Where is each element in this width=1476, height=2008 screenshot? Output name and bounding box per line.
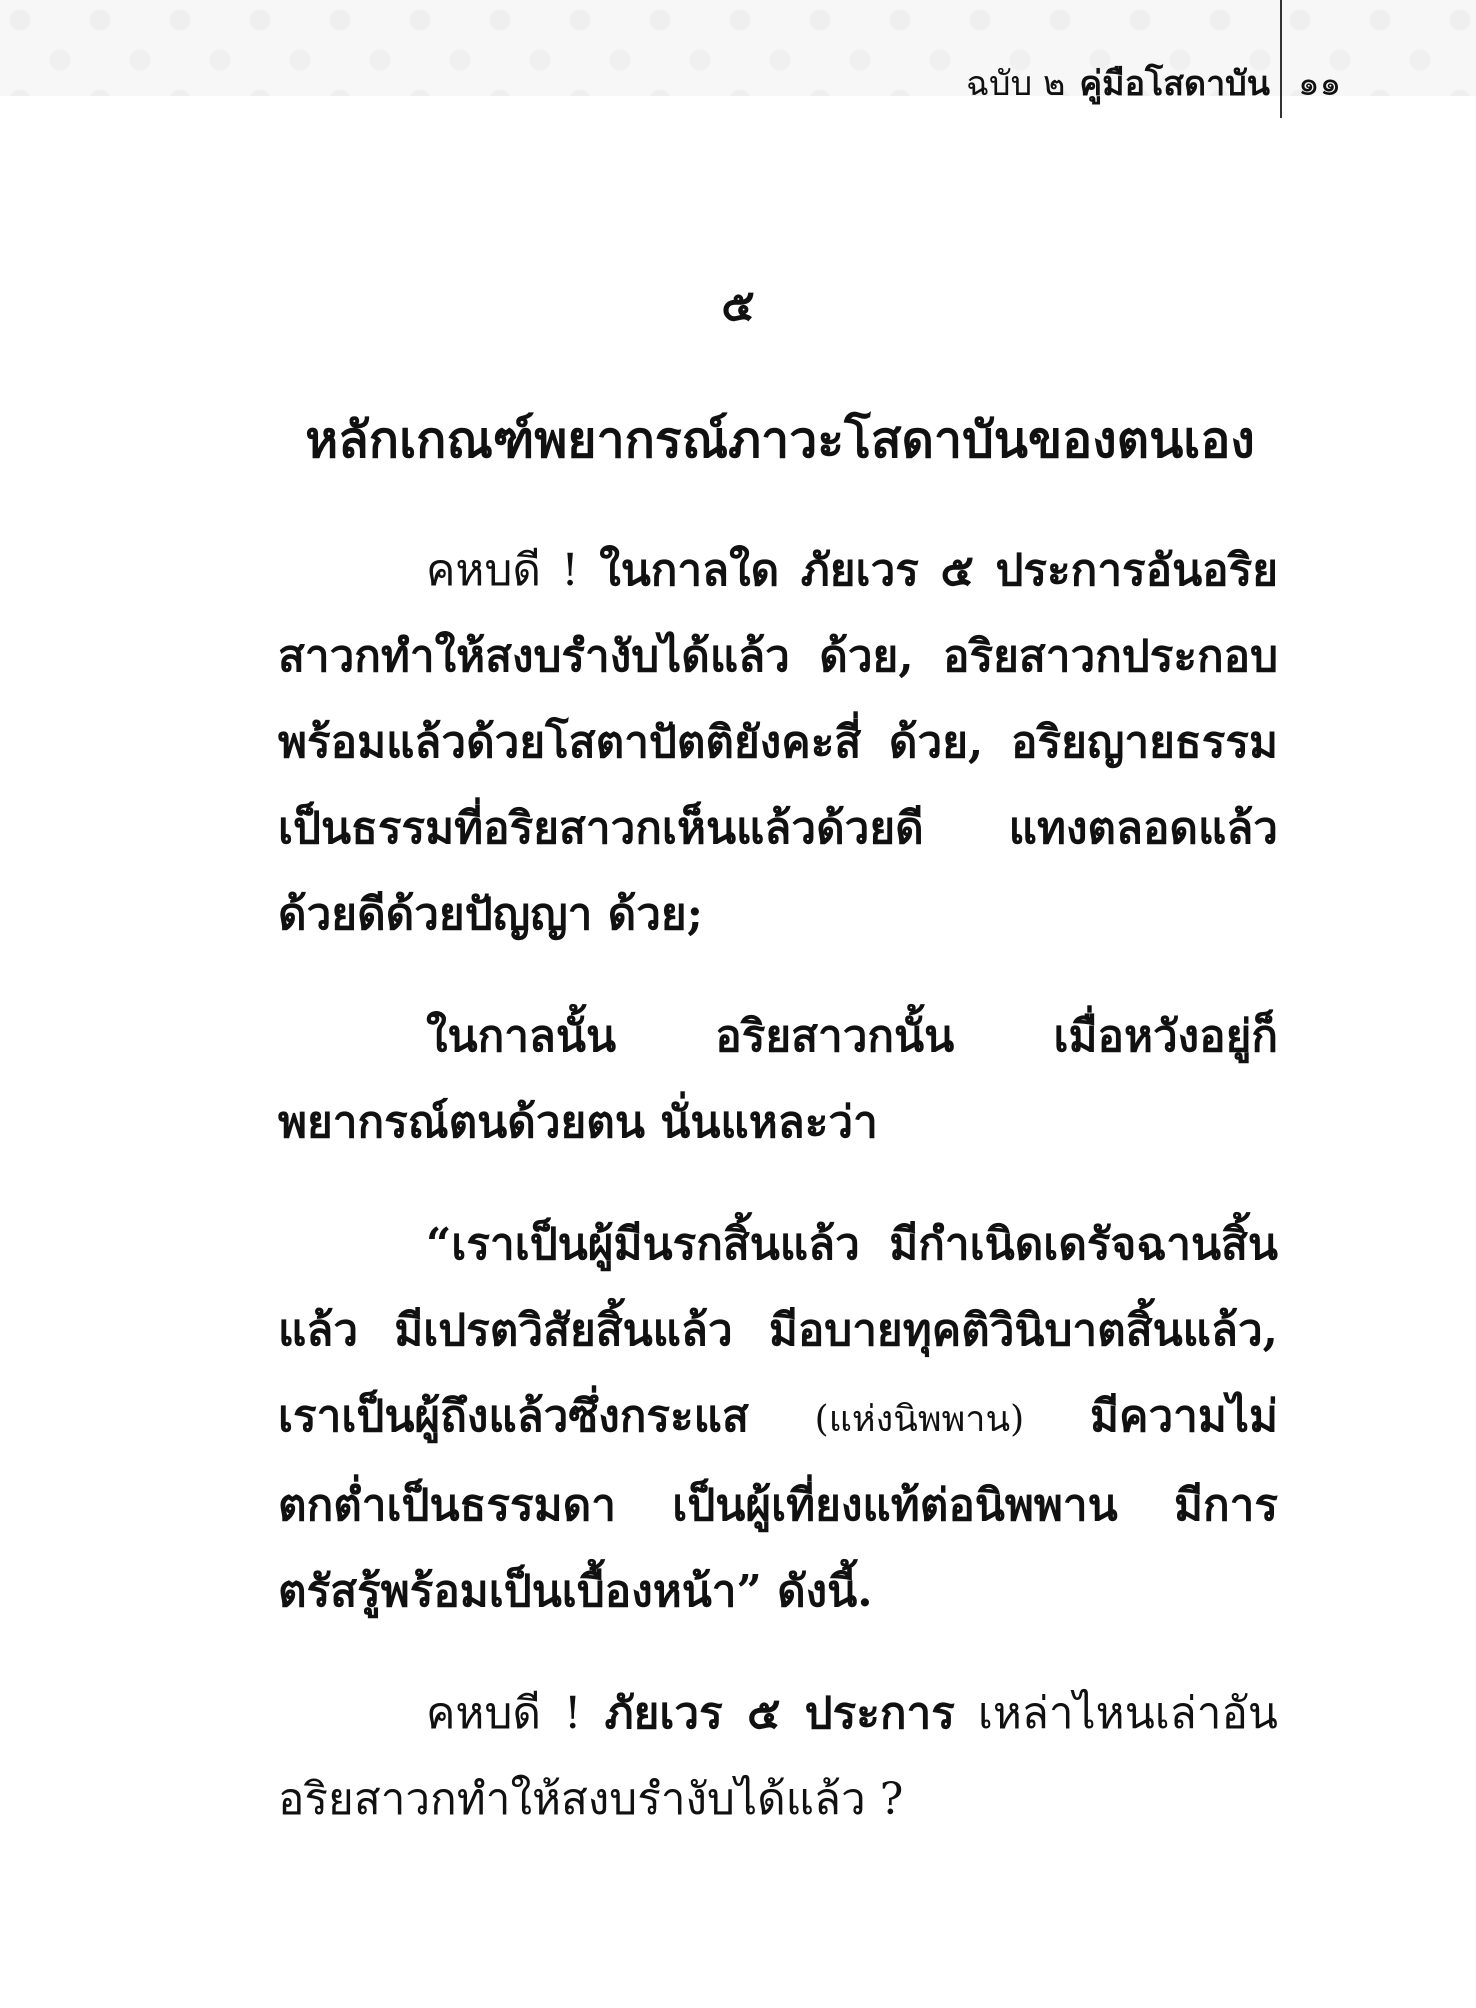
paragraph-3-text-b: มีความไม่ตกต่ำเป็นธรรมดา เป็นผู้เที่ยงแท้ต่อนิพพาน มีการตรัสรู้พร้อมเป็นเบื้องหน้า” ดังนี้. [278, 1391, 1278, 1617]
paragraph-1-lead: คหบดี ! [426, 545, 579, 596]
paragraph-3-note: (แห่งนิพพาน) [814, 1399, 1025, 1440]
body-text [278, 528, 1278, 1879]
book-title: คู่มือโสดาบัน [1079, 64, 1270, 104]
paragraph-1-text: ในกาลใด ภัยเวร ๕ ประการอันอริยสาวกทำให้สงบรำงับได้แล้ว ด้วย, อริยสาวกประกอบพร้อมแล้วด้วยโสตาปัตติยังคะสี่ ด้วย, อริยญายธรรมเป็นธรรมที่อริยสาวกเห็นแล้วด้วยดี แทงตลอดแล้วด้วยดีด้วยปัญญา ด้วย; [278, 545, 1278, 940]
paragraph-4-lead: คหบดี ! [426, 1688, 582, 1739]
paragraph-4 [278, 1671, 1278, 1843]
header-divider [1280, 0, 1282, 118]
paragraph-2 [278, 994, 1278, 1166]
page-number: ๑๑ [1298, 64, 1342, 104]
chapter-number: ๕ [721, 280, 755, 331]
paragraph-4-text: เหล่าไหนเล่าอันอริยสาวกทำให้สงบรำงับได้แล้ว ? [278, 1688, 1278, 1825]
paragraph-1 [278, 528, 1278, 958]
paragraph-4-bold-text: ภัยเวร ๕ ประการ [604, 1688, 955, 1739]
paragraph-3-text-a: “เราเป็นผู้มีนรกสิ้นแล้ว มีกำเนิดเดรัจฉานสิ้นแล้ว มีเปรตวิสัยสิ้นแล้ว มีอบายทุคติวินิบาตสิ้นแล้ว, เราเป็นผู้ถึงแล้วซึ่งกระแส [278, 1219, 1278, 1442]
running-head [966, 62, 1270, 106]
chapter-title: หลักเกณฑ์พยากรณ์ภาวะโสดาบันของตนเอง [305, 410, 1255, 469]
edition-label: ฉบับ ๒ [965, 64, 1066, 104]
paragraph-2-text: ในกาลนั้น อริยสาวกนั้น เมื่อหวังอยู่ก็พยากรณ์ตนด้วยตน นั่นแหละว่า [278, 1011, 1278, 1148]
paragraph-3 [278, 1202, 1278, 1635]
